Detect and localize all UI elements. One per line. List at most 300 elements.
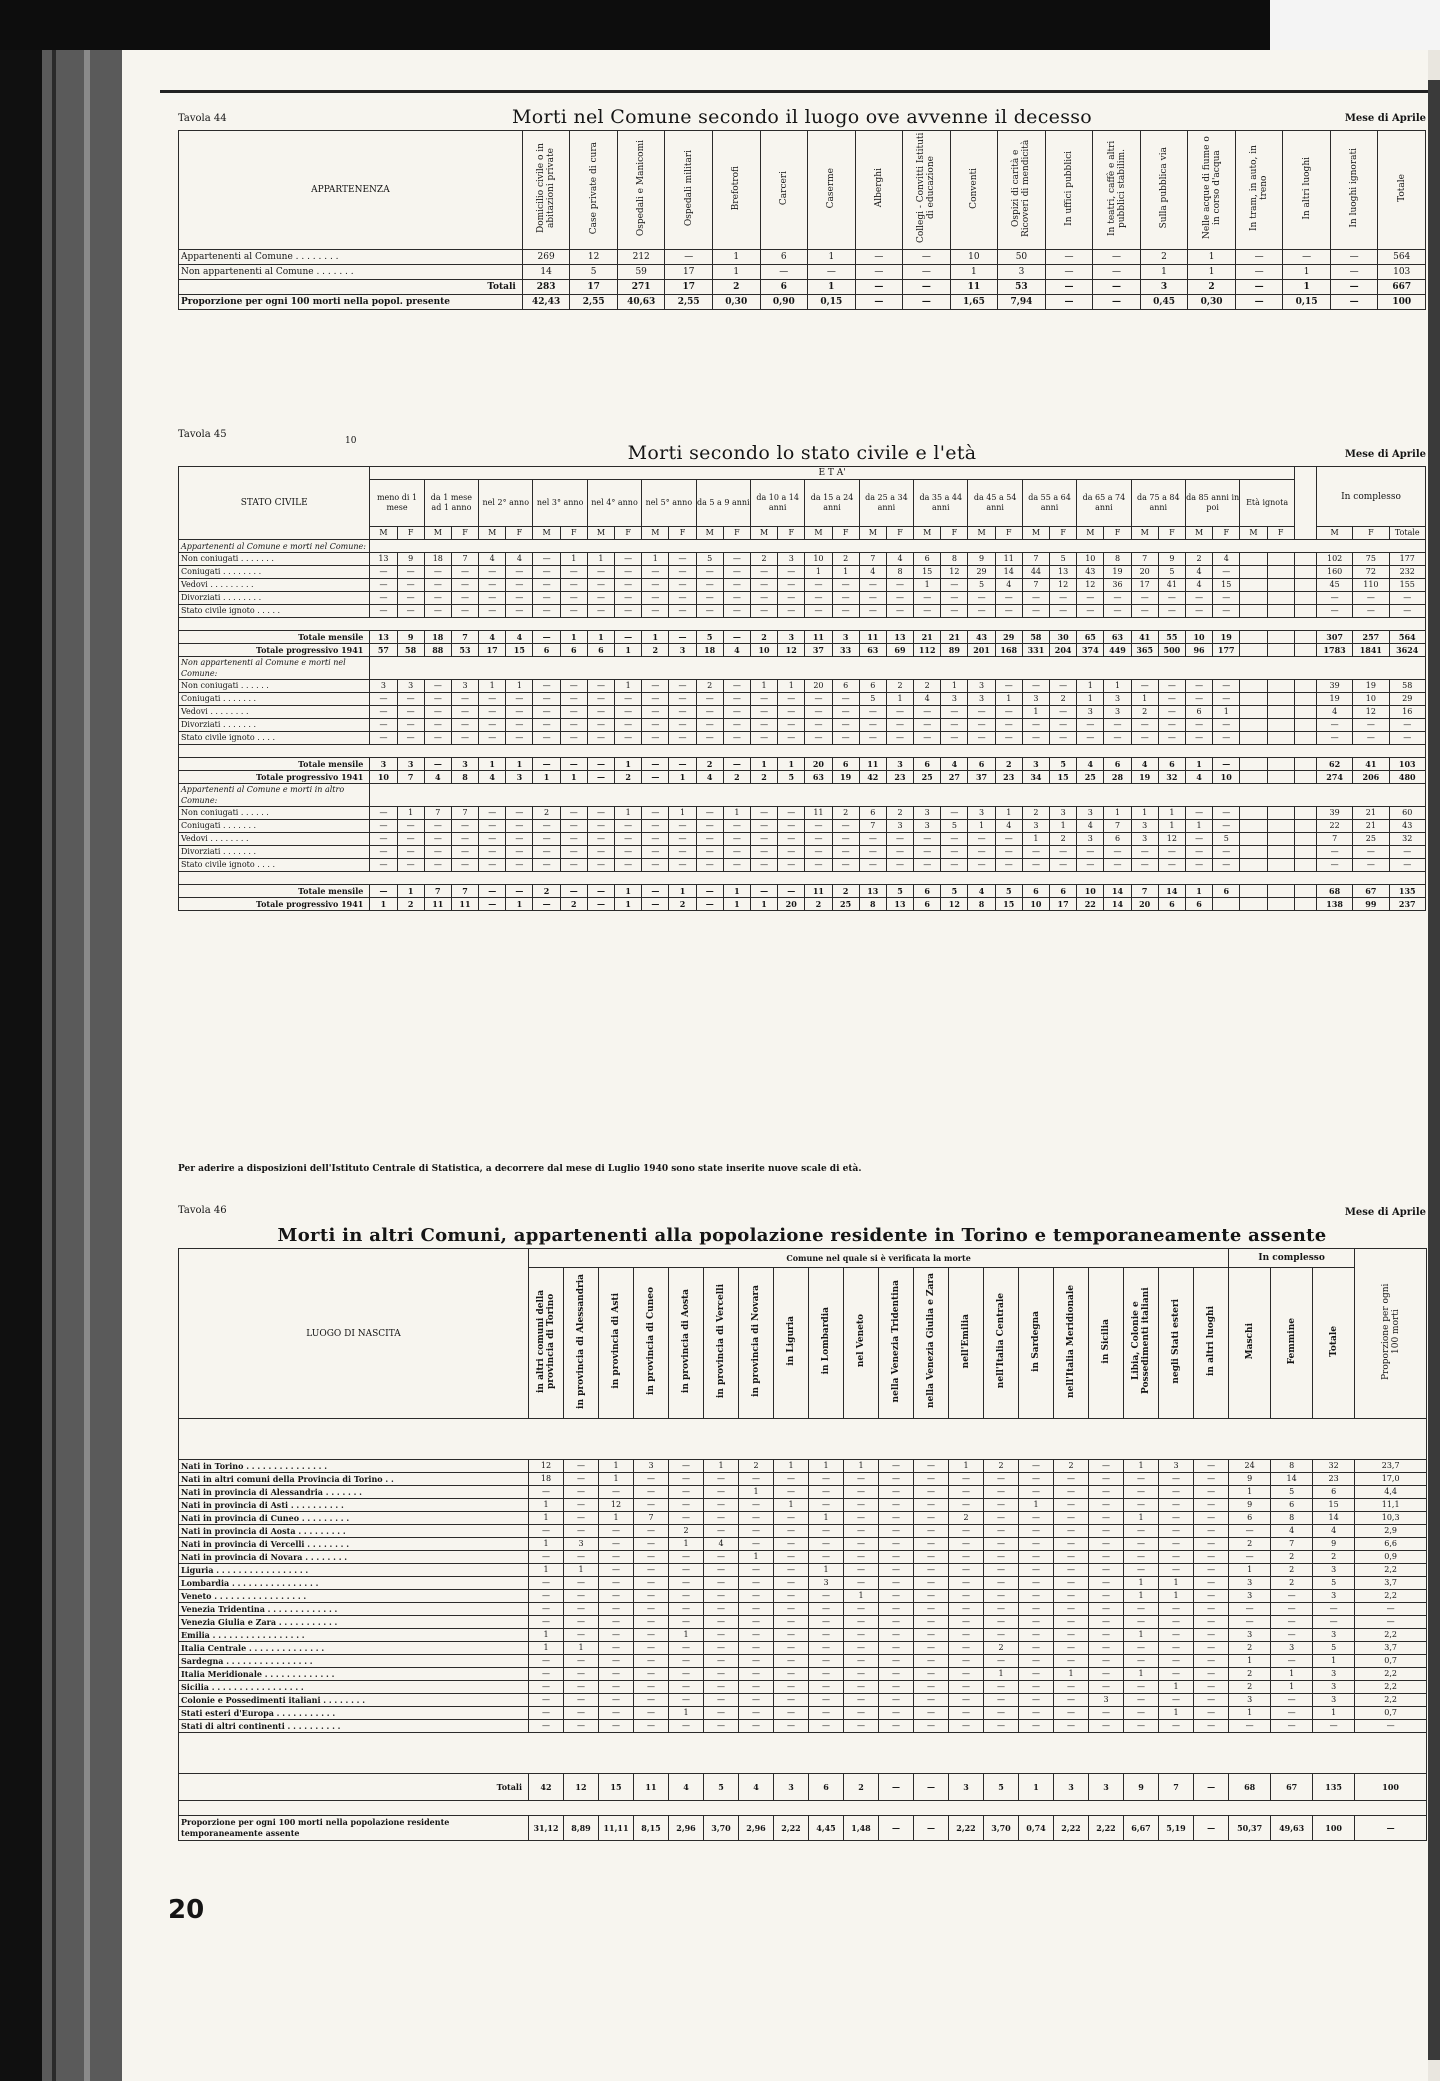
- table-cell: 41: [1158, 579, 1185, 592]
- table-cell: —: [669, 719, 696, 732]
- total-cell: 0,7: [1355, 1707, 1427, 1720]
- table-cell: —: [1093, 250, 1141, 265]
- table-cell: 2: [723, 771, 750, 784]
- table-cell: —: [529, 1681, 564, 1694]
- table-cell: —: [1089, 1512, 1124, 1525]
- table-cell: —: [723, 605, 750, 618]
- table-cell: 1: [615, 758, 642, 771]
- table-cell: —: [1124, 1486, 1159, 1499]
- table-cell: 1: [506, 758, 533, 771]
- table-cell: —: [533, 820, 560, 833]
- table-cell: 0,15: [1283, 295, 1331, 310]
- table-cell: —: [599, 1668, 634, 1681]
- table-cell: 4: [669, 1774, 704, 1801]
- table-cell: 11: [805, 631, 832, 644]
- table-row: [179, 566, 1426, 579]
- total-cell: 1: [1271, 1681, 1313, 1694]
- table-cell: 3: [968, 680, 995, 693]
- table-cell: —: [1194, 1538, 1229, 1551]
- table-cell: —: [533, 579, 560, 592]
- table-row: [179, 265, 1426, 280]
- table-cell: —: [669, 758, 696, 771]
- table-cell: 2: [995, 758, 1022, 771]
- row-label: Vedovi . . . . . . . .: [179, 706, 370, 719]
- table-cell: —: [1159, 1499, 1194, 1512]
- table-cell: 1: [533, 771, 560, 784]
- table-cell: —: [564, 1655, 599, 1668]
- table-cell: —: [1019, 1460, 1054, 1473]
- table-cell: [1267, 579, 1294, 592]
- total-cell: 100: [1355, 1774, 1427, 1801]
- table-cell: —: [564, 1460, 599, 1473]
- table-cell: —: [1124, 1642, 1159, 1655]
- table-cell: —: [704, 1694, 739, 1707]
- col-header-text: nell'Italia Centrale: [996, 1293, 1006, 1389]
- table-cell: 2: [984, 1642, 1019, 1655]
- table-cell: —: [1054, 1642, 1089, 1655]
- table-cell: —: [1089, 1525, 1124, 1538]
- table-cell: 1: [1104, 807, 1131, 820]
- table-cell: —: [1022, 592, 1049, 605]
- spacer-cell: [1294, 846, 1316, 859]
- f-header: F: [1158, 527, 1185, 540]
- table-cell: —: [723, 719, 750, 732]
- table-cell: 89: [941, 644, 968, 657]
- total-cell: —: [1229, 1603, 1271, 1616]
- f-header: F: [723, 527, 750, 540]
- table-cell: —: [805, 693, 832, 706]
- table-cell: —: [533, 732, 560, 745]
- table-cell: —: [669, 1460, 704, 1473]
- table-cell: —: [774, 1512, 809, 1525]
- table-cell: —: [805, 706, 832, 719]
- proporzione-header: [1355, 1249, 1427, 1419]
- total-cell: 19: [1353, 680, 1389, 693]
- col-header: [984, 1268, 1019, 1419]
- table-cell: —: [995, 833, 1022, 846]
- table-cell: —: [805, 592, 832, 605]
- table-cell: —: [949, 1499, 984, 1512]
- table-cell: [1267, 898, 1294, 911]
- table-cell: —: [879, 1499, 914, 1512]
- table-cell: 2,22: [1089, 1816, 1124, 1841]
- table-cell: 1: [1158, 820, 1185, 833]
- table-cell: —: [669, 1473, 704, 1486]
- total-cell: 2,2: [1355, 1681, 1427, 1694]
- table-cell: 12: [1158, 833, 1185, 846]
- table-cell: —: [1158, 732, 1185, 745]
- table-cell: 2: [886, 680, 913, 693]
- spacer-row: [179, 872, 1426, 885]
- table-cell: —: [1194, 1590, 1229, 1603]
- table-cell: 1: [529, 1642, 564, 1655]
- col-header: [669, 1268, 704, 1419]
- table-cell: —: [1050, 859, 1077, 872]
- table-cell: —: [599, 1616, 634, 1629]
- row-label: Stato civile ignoto . . . .: [179, 732, 370, 745]
- table-row: [179, 680, 1426, 693]
- table-cell: —: [479, 592, 506, 605]
- luogo-nascita-header: LUOGO DI NASCITA: [179, 1249, 529, 1419]
- total-cell: 22: [1317, 820, 1353, 833]
- table-cell: —: [879, 1681, 914, 1694]
- table-cell: —: [774, 1473, 809, 1486]
- table-cell: 1: [1185, 820, 1212, 833]
- table-cell: —: [984, 1473, 1019, 1486]
- table-cell: —: [949, 1629, 984, 1642]
- table-cell: 1: [750, 758, 777, 771]
- table-cell: —: [949, 1694, 984, 1707]
- table-cell: —: [778, 693, 805, 706]
- row-label: Veneto . . . . . . . . . . . . . . . . .: [179, 1590, 529, 1603]
- table-cell: —: [1159, 1525, 1194, 1538]
- table-cell: —: [1050, 719, 1077, 732]
- table-cell: 63: [1104, 631, 1131, 644]
- table-cell: 1: [1159, 1590, 1194, 1603]
- table-cell: —: [1159, 1486, 1194, 1499]
- table-cell: —: [587, 885, 614, 898]
- table-cell: —: [914, 1681, 949, 1694]
- table-cell: 1: [1124, 1629, 1159, 1642]
- tavola-46-header: [178, 1196, 1426, 1248]
- table-cell: 1: [949, 1460, 984, 1473]
- table-cell: 15: [914, 566, 941, 579]
- table-cell: 7: [451, 807, 478, 820]
- table-cell: —: [451, 859, 478, 872]
- row-label: Stati esteri d'Europa . . . . . . . . . . .: [179, 1707, 529, 1720]
- table-cell: —: [949, 1642, 984, 1655]
- table-cell: 8,15: [634, 1816, 669, 1841]
- table-cell: 1: [642, 553, 669, 566]
- table-cell: —: [560, 706, 587, 719]
- row-label: Proporzione per ogni 100 morti nella popol. presente: [179, 295, 523, 310]
- m-header: M: [370, 527, 397, 540]
- table-cell: —: [1022, 680, 1049, 693]
- table-cell: —: [704, 1616, 739, 1629]
- table-cell: —: [1194, 1816, 1229, 1841]
- table-cell: —: [634, 1473, 669, 1486]
- table-cell: —: [1194, 1603, 1229, 1616]
- table-cell: —: [615, 605, 642, 618]
- table-cell: 59: [617, 265, 665, 280]
- table-cell: —: [984, 1525, 1019, 1538]
- table-cell: —: [533, 898, 560, 911]
- table-cell: —: [704, 1655, 739, 1668]
- table-cell: 2: [832, 885, 859, 898]
- table-cell: —: [599, 1629, 634, 1642]
- table-cell: —: [739, 1616, 774, 1629]
- table-cell: 4: [704, 1538, 739, 1551]
- table-cell: 21: [941, 631, 968, 644]
- table-cell: 14: [522, 265, 570, 280]
- proporzione-header-text: Proporzione per ogni 100 morti: [1380, 1283, 1401, 1380]
- table-cell: 31,12: [529, 1816, 564, 1841]
- table-cell: —: [1054, 1473, 1089, 1486]
- table-cell: —: [370, 566, 397, 579]
- table-cell: —: [564, 1590, 599, 1603]
- table-cell: —: [533, 680, 560, 693]
- col-header: [809, 1268, 844, 1419]
- col-header-text: in provincia di Vercelli: [716, 1283, 726, 1399]
- table-cell: —: [855, 280, 903, 295]
- table-cell: —: [805, 846, 832, 859]
- table-cell: —: [914, 833, 941, 846]
- total-cell: 257: [1353, 631, 1389, 644]
- age-group-header: meno di 1 mese: [370, 480, 424, 527]
- table-cell: —: [949, 1681, 984, 1694]
- table-cell: —: [886, 592, 913, 605]
- spacer-cell: [1294, 732, 1316, 745]
- table-cell: 1: [844, 1460, 879, 1473]
- table-cell: 374: [1077, 644, 1104, 657]
- table-cell: —: [984, 1512, 1019, 1525]
- table-cell: —: [696, 833, 723, 846]
- table-cell: —: [564, 1668, 599, 1681]
- table-cell: —: [844, 1642, 879, 1655]
- total-cell: —: [1313, 1616, 1355, 1629]
- table-cell: 11: [634, 1774, 669, 1801]
- total-cell: 3,7: [1355, 1642, 1427, 1655]
- table-cell: —: [560, 693, 587, 706]
- table-cell: —: [844, 1525, 879, 1538]
- table-cell: 0,74: [1019, 1816, 1054, 1841]
- table-cell: —: [1194, 1486, 1229, 1499]
- table-cell: —: [1194, 1616, 1229, 1629]
- table-cell: 3: [886, 758, 913, 771]
- table-cell: —: [1124, 1564, 1159, 1577]
- table-cell: 8: [968, 898, 995, 911]
- table-cell: —: [529, 1668, 564, 1681]
- table-cell: 1: [723, 898, 750, 911]
- table-cell: —: [1213, 820, 1240, 833]
- table-cell: —: [634, 1525, 669, 1538]
- table-cell: 58: [397, 644, 424, 657]
- table-cell: —: [949, 1668, 984, 1681]
- table-cell: 4: [1077, 820, 1104, 833]
- table-cell: 6: [1104, 833, 1131, 846]
- table-cell: 1: [1158, 807, 1185, 820]
- table-cell: —: [529, 1694, 564, 1707]
- table-cell: 1: [712, 250, 760, 265]
- table-cell: —: [506, 885, 533, 898]
- col-header: [808, 131, 856, 250]
- table-cell: —: [809, 1655, 844, 1668]
- col-header-text: Ospedali e Manicomi: [636, 139, 647, 237]
- table-cell: —: [984, 1551, 1019, 1564]
- table-cell: 1: [984, 1668, 1019, 1681]
- table-cell: —: [1089, 1564, 1124, 1577]
- row-label: Non coniugati . . . . . . .: [179, 553, 370, 566]
- total-cell: 2,2: [1355, 1629, 1427, 1642]
- age-group-header: da 55 a 64 anni: [1022, 480, 1076, 527]
- table-cell: —: [533, 719, 560, 732]
- table-cell: —: [370, 579, 397, 592]
- m-header: M: [1131, 527, 1158, 540]
- header-row: [179, 1249, 1427, 1268]
- table-cell: —: [855, 265, 903, 280]
- table-cell: —: [587, 820, 614, 833]
- total-cell: 4: [1271, 1525, 1313, 1538]
- table-cell: 15: [506, 644, 533, 657]
- table-cell: —: [778, 579, 805, 592]
- age-group-header: nel 2° anno: [479, 480, 533, 527]
- table-cell: 5: [941, 885, 968, 898]
- spacer-cell: [1294, 719, 1316, 732]
- table-cell: —: [739, 1512, 774, 1525]
- table-cell: —: [1019, 1538, 1054, 1551]
- table-cell: —: [1235, 250, 1283, 265]
- table-cell: —: [560, 605, 587, 618]
- table-cell: 58: [1022, 631, 1049, 644]
- table-cell: —: [968, 732, 995, 745]
- table-cell: —: [1124, 1681, 1159, 1694]
- spacer-cell: [1294, 579, 1316, 592]
- table-cell: 7: [1159, 1774, 1194, 1801]
- table-cell: 0,45: [1140, 295, 1188, 310]
- table-cell: —: [615, 820, 642, 833]
- age-group-header: da 85 anni in poi: [1185, 480, 1239, 527]
- total-cell: 6: [1271, 1499, 1313, 1512]
- table-cell: —: [1054, 1525, 1089, 1538]
- table-cell: —: [1050, 592, 1077, 605]
- table-row: [179, 1642, 1427, 1655]
- table-cell: —: [424, 859, 451, 872]
- table-cell: 11: [995, 553, 1022, 566]
- table-cell: —: [564, 1629, 599, 1642]
- total-cell: 24: [1229, 1460, 1271, 1473]
- total-cell: 3: [1229, 1577, 1271, 1590]
- table-row: [179, 295, 1426, 310]
- row-label: Nati in provincia di Novara . . . . . . . .: [179, 1551, 529, 1564]
- table-cell: —: [1019, 1603, 1054, 1616]
- row-label: Sardegna . . . . . . . . . . . . . . . .: [179, 1655, 529, 1668]
- table-cell: —: [587, 771, 614, 784]
- table-cell: —: [844, 1694, 879, 1707]
- table-cell: —: [506, 719, 533, 732]
- col-header: [1093, 131, 1141, 250]
- table-cell: —: [914, 1668, 949, 1681]
- tavola-45-label: Tavola 45: [178, 429, 227, 440]
- table-cell: —: [832, 579, 859, 592]
- col-header-text: in provincia di Novara: [751, 1285, 761, 1397]
- col-header: [760, 131, 808, 250]
- table-cell: 1: [809, 1460, 844, 1473]
- table-cell: —: [587, 706, 614, 719]
- comune-morte-header: Comune nel quale si è verificata la morte: [529, 1249, 1229, 1268]
- header-row: [179, 467, 1426, 480]
- table-cell: 1: [809, 1564, 844, 1577]
- table-cell: —: [949, 1590, 984, 1603]
- table-cell: —: [587, 758, 614, 771]
- table-cell: —: [1185, 807, 1212, 820]
- table-cell: —: [984, 1603, 1019, 1616]
- table-cell: —: [564, 1694, 599, 1707]
- table-cell: —: [669, 1486, 704, 1499]
- f-header: F: [1213, 527, 1240, 540]
- table-cell: 2: [949, 1512, 984, 1525]
- total-cell: 2: [1271, 1564, 1313, 1577]
- total-cell: 10,3: [1355, 1512, 1427, 1525]
- table-cell: 3: [1054, 1774, 1089, 1801]
- table-cell: —: [669, 1512, 704, 1525]
- table-cell: —: [774, 1707, 809, 1720]
- table-cell: —: [914, 1538, 949, 1551]
- table-cell: 13: [859, 885, 886, 898]
- table-cell: —: [984, 1538, 1019, 1551]
- table-cell: —: [1159, 1473, 1194, 1486]
- row-label: Liguria . . . . . . . . . . . . . . . . .: [179, 1564, 529, 1577]
- m-header: M: [859, 527, 886, 540]
- total-cell: 480: [1389, 771, 1426, 784]
- table-cell: 17: [570, 280, 618, 295]
- table-cell: —: [370, 693, 397, 706]
- table-cell: —: [1124, 1707, 1159, 1720]
- table-cell: —: [397, 846, 424, 859]
- row-label: Venezia Tridentina . . . . . . . . . . . . .: [179, 1603, 529, 1616]
- table-cell: —: [832, 605, 859, 618]
- table-cell: 4: [1185, 579, 1212, 592]
- total-cell: 29: [1389, 693, 1426, 706]
- table-cell: —: [397, 706, 424, 719]
- table-cell: —: [397, 566, 424, 579]
- tavola-46: [178, 1196, 1426, 1841]
- table-cell: 1: [1124, 1590, 1159, 1603]
- table-cell: —: [564, 1616, 599, 1629]
- table-cell: —: [1019, 1720, 1054, 1733]
- table-cell: —: [855, 250, 903, 265]
- table-cell: 1: [560, 631, 587, 644]
- table-cell: —: [479, 898, 506, 911]
- table-cell: —: [750, 859, 777, 872]
- table-cell: —: [723, 693, 750, 706]
- table-cell: —: [1050, 605, 1077, 618]
- table-cell: —: [809, 1642, 844, 1655]
- table-cell: 2: [832, 553, 859, 566]
- complesso-col-text: Totale: [1328, 1325, 1339, 1357]
- table-cell: —: [778, 605, 805, 618]
- total-cell: 58: [1389, 680, 1426, 693]
- table-cell: —: [560, 820, 587, 833]
- table-cell: —: [886, 579, 913, 592]
- table-cell: —: [844, 1551, 879, 1564]
- table-cell: 4: [914, 693, 941, 706]
- table-cell: —: [1077, 732, 1104, 745]
- table-cell: 5: [696, 631, 723, 644]
- f-header: F: [669, 527, 696, 540]
- table-cell: —: [886, 732, 913, 745]
- table-cell: —: [941, 579, 968, 592]
- total-cell: —: [1317, 605, 1353, 618]
- table-cell: —: [1054, 1551, 1089, 1564]
- table-cell: —: [879, 1525, 914, 1538]
- table-cell: —: [859, 732, 886, 745]
- table-cell: 1,48: [844, 1816, 879, 1841]
- table-cell: —: [587, 566, 614, 579]
- table-cell: —: [451, 846, 478, 859]
- table-cell: —: [479, 579, 506, 592]
- table-cell: 212: [617, 250, 665, 265]
- col-header-text: Ospedali militari: [683, 149, 694, 227]
- table-cell: —: [642, 859, 669, 872]
- table-cell: —: [723, 553, 750, 566]
- table-cell: —: [599, 1590, 634, 1603]
- table-cell: 6: [1185, 706, 1212, 719]
- table-cell: —: [669, 1642, 704, 1655]
- table-cell: 7: [451, 553, 478, 566]
- total-cell: 2,2: [1355, 1590, 1427, 1603]
- table-cell: 1: [886, 693, 913, 706]
- total-cell: 39: [1317, 680, 1353, 693]
